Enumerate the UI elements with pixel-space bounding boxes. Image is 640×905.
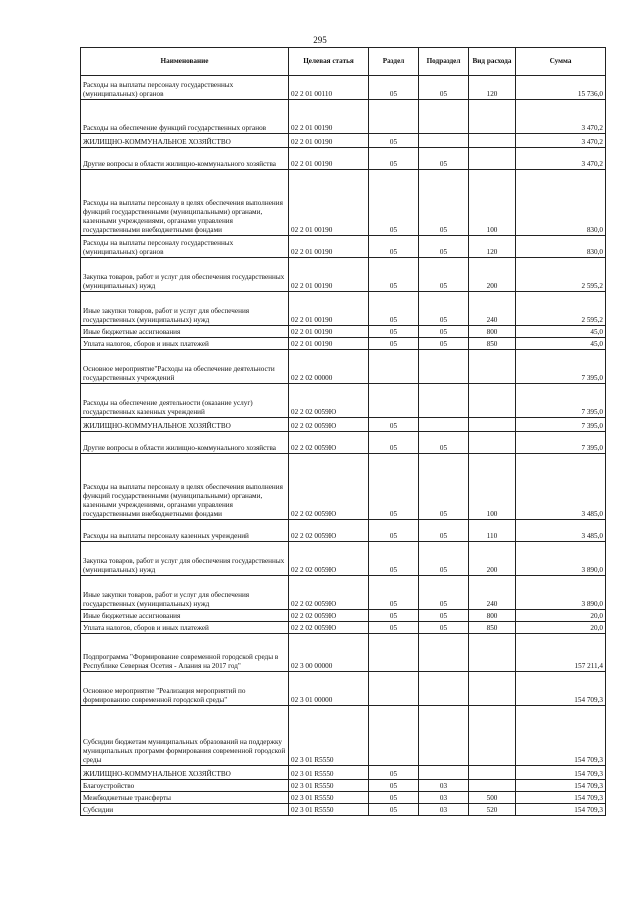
cell-expense-type [469, 418, 516, 432]
cell-name: Иные закупки товаров, работ и услуг для обеспечения государственных (муниципальных) нужд [81, 292, 289, 326]
cell-section [369, 706, 419, 766]
cell-amount: 830,0 [516, 170, 606, 236]
cell-subsection: 05 [419, 432, 469, 454]
cell-section: 05 [369, 780, 419, 792]
cell-amount: 3 890,0 [516, 542, 606, 576]
cell-amount: 7 395,0 [516, 350, 606, 384]
cell-expense-type: 240 [469, 576, 516, 610]
cell-subsection: 03 [419, 792, 469, 804]
cell-name: ЖИЛИЩНО-КОММУНАЛЬНОЕ ХОЗЯЙСТВО [81, 766, 289, 780]
cell-name: Основное мероприятие"Расходы на обеспечение деятельности государственных учреждений [81, 350, 289, 384]
cell-target: 02 2 02 0059Ю [289, 520, 369, 542]
table-row [81, 520, 606, 542]
cell-expense-type [469, 432, 516, 454]
cell-expense-type: 100 [469, 454, 516, 520]
cell-amount: 45,0 [516, 338, 606, 350]
cell-subsection: 05 [419, 326, 469, 338]
cell-subsection [419, 706, 469, 766]
cell-name: Расходы на выплаты персоналу в целях обеспечения выполнения функций государственными (муниципальными) органами, казенными учреждениями, органами управления государственными внебюджетными фондами [81, 454, 289, 520]
cell-target: 02 3 01 00000 [289, 672, 369, 706]
cell-subsection: 05 [419, 542, 469, 576]
cell-name: Благоустройство [81, 780, 289, 792]
cell-target: 02 2 01 00110 [289, 76, 369, 100]
table-row [81, 622, 606, 634]
cell-name: ЖИЛИЩНО-КОММУНАЛЬНОЕ ХОЗЯЙСТВО [81, 418, 289, 432]
table-row [81, 792, 606, 804]
cell-subsection: 05 [419, 576, 469, 610]
cell-expense-type: 240 [469, 292, 516, 326]
cell-section: 05 [369, 432, 419, 454]
cell-section [369, 672, 419, 706]
cell-amount: 154 709,3 [516, 792, 606, 804]
cell-subsection: 05 [419, 148, 469, 170]
cell-name: Субсидии [81, 804, 289, 816]
cell-amount: 3 470,2 [516, 100, 606, 134]
cell-subsection: 05 [419, 610, 469, 622]
cell-amount: 154 709,3 [516, 672, 606, 706]
cell-target: 02 3 01 R5550 [289, 706, 369, 766]
cell-expense-type [469, 766, 516, 780]
cell-expense-type: 120 [469, 236, 516, 258]
cell-section [369, 634, 419, 672]
cell-subsection: 05 [419, 454, 469, 520]
cell-section: 05 [369, 520, 419, 542]
cell-section: 05 [369, 804, 419, 816]
cell-name: Иные бюджетные ассигнования [81, 326, 289, 338]
cell-expense-type: 200 [469, 542, 516, 576]
budget-table [80, 47, 606, 816]
cell-target: 02 3 01 R5550 [289, 804, 369, 816]
cell-expense-type [469, 706, 516, 766]
cell-section: 05 [369, 258, 419, 292]
cell-target: 02 2 02 0059Ю [289, 432, 369, 454]
cell-amount: 154 709,3 [516, 804, 606, 816]
cell-expense-type: 520 [469, 804, 516, 816]
header-amount: Сумма [516, 48, 606, 76]
cell-name: Иные закупки товаров, работ и услуг для обеспечения государственных (муниципальных) нужд [81, 576, 289, 610]
cell-target: 02 2 01 00190 [289, 134, 369, 148]
table-row [81, 134, 606, 148]
cell-subsection: 05 [419, 520, 469, 542]
table-row [81, 76, 606, 100]
cell-subsection: 05 [419, 338, 469, 350]
cell-amount: 20,0 [516, 622, 606, 634]
header-subsection: Подраздел [419, 48, 469, 76]
cell-section: 05 [369, 338, 419, 350]
table-row [81, 706, 606, 766]
cell-expense-type [469, 148, 516, 170]
table-row [81, 292, 606, 326]
cell-target: 02 2 01 00190 [289, 236, 369, 258]
cell-subsection: 03 [419, 780, 469, 792]
cell-expense-type [469, 780, 516, 792]
cell-expense-type [469, 384, 516, 418]
cell-amount: 3 470,2 [516, 148, 606, 170]
cell-expense-type: 850 [469, 338, 516, 350]
cell-subsection: 05 [419, 622, 469, 634]
cell-amount: 3 485,0 [516, 520, 606, 542]
cell-amount: 154 709,3 [516, 706, 606, 766]
cell-expense-type: 500 [469, 792, 516, 804]
cell-section: 05 [369, 134, 419, 148]
cell-amount: 830,0 [516, 236, 606, 258]
cell-amount: 7 395,0 [516, 432, 606, 454]
cell-amount: 15 736,0 [516, 76, 606, 100]
table-row [81, 170, 606, 236]
table-row [81, 542, 606, 576]
cell-expense-type: 800 [469, 610, 516, 622]
cell-target: 02 3 01 R5550 [289, 780, 369, 792]
cell-name: Уплата налогов, сборов и иных платежей [81, 338, 289, 350]
cell-name: Подпрограмма "Формирование современной городской среды в Республике Северная Осетия - Алания на 2017 год" [81, 634, 289, 672]
cell-subsection [419, 350, 469, 384]
cell-target: 02 2 01 00190 [289, 292, 369, 326]
cell-section: 05 [369, 76, 419, 100]
table-row [81, 634, 606, 672]
cell-amount: 7 395,0 [516, 418, 606, 432]
cell-name: Межбюджетные трансферты [81, 792, 289, 804]
cell-name: Расходы на обеспечение функций государственных органов [81, 100, 289, 134]
table-row [81, 236, 606, 258]
cell-name: Закупка товаров, работ и услуг для обеспечения государственных (муниципальных) нужд [81, 542, 289, 576]
table-row [81, 326, 606, 338]
header-expense-type: Вид расхода [469, 48, 516, 76]
cell-amount: 2 595,2 [516, 258, 606, 292]
cell-target: 02 2 02 0059Ю [289, 384, 369, 418]
cell-target: 02 2 02 0059Ю [289, 542, 369, 576]
cell-target: 02 2 01 00190 [289, 258, 369, 292]
cell-amount: 20,0 [516, 610, 606, 622]
table-row [81, 432, 606, 454]
cell-target: 02 2 02 0059Ю [289, 454, 369, 520]
cell-subsection [419, 100, 469, 134]
cell-section: 05 [369, 622, 419, 634]
cell-expense-type [469, 350, 516, 384]
cell-section [369, 384, 419, 418]
cell-section: 05 [369, 542, 419, 576]
cell-section: 05 [369, 148, 419, 170]
cell-target: 02 2 02 0059Ю [289, 610, 369, 622]
cell-name: Иные бюджетные ассигнования [81, 610, 289, 622]
cell-name: Субсидии бюджетам муниципальных образований на поддержку муниципальных программ формирования современной городской среды [81, 706, 289, 766]
cell-expense-type [469, 672, 516, 706]
cell-subsection [419, 634, 469, 672]
cell-name: Уплата налогов, сборов и иных платежей [81, 622, 289, 634]
table-row [81, 418, 606, 432]
cell-expense-type: 100 [469, 170, 516, 236]
cell-section: 05 [369, 418, 419, 432]
cell-name: Закупка товаров, работ и услуг для обеспечения государственных (муниципальных) нужд [81, 258, 289, 292]
cell-name: Другие вопросы в области жилищно-коммунального хозяйства [81, 148, 289, 170]
cell-target: 02 3 00 00000 [289, 634, 369, 672]
cell-subsection [419, 672, 469, 706]
cell-subsection: 05 [419, 76, 469, 100]
header-name: Наименование [81, 48, 289, 76]
cell-target: 02 2 01 00190 [289, 148, 369, 170]
table-row [81, 766, 606, 780]
table-row [81, 454, 606, 520]
cell-section [369, 350, 419, 384]
cell-target: 02 2 01 00190 [289, 100, 369, 134]
cell-target: 02 2 01 00190 [289, 338, 369, 350]
cell-section: 05 [369, 610, 419, 622]
cell-name: Расходы на обеспечение деятельности (оказание услуг) государственных казенных учреждений [81, 384, 289, 418]
cell-subsection [419, 134, 469, 148]
cell-target: 02 2 02 0059Ю [289, 418, 369, 432]
page-number: 295 [313, 35, 327, 45]
cell-target: 02 2 02 0059Ю [289, 622, 369, 634]
table-row [81, 576, 606, 610]
cell-section: 05 [369, 292, 419, 326]
cell-name: ЖИЛИЩНО-КОММУНАЛЬНОЕ ХОЗЯЙСТВО [81, 134, 289, 148]
cell-expense-type: 110 [469, 520, 516, 542]
cell-subsection [419, 384, 469, 418]
cell-target: 02 3 01 R5550 [289, 766, 369, 780]
cell-target: 02 2 01 00190 [289, 170, 369, 236]
cell-section: 05 [369, 170, 419, 236]
table-row [81, 338, 606, 350]
cell-name: Другие вопросы в области жилищно-коммунального хозяйства [81, 432, 289, 454]
cell-amount: 157 211,4 [516, 634, 606, 672]
table-body [81, 76, 606, 816]
cell-subsection: 05 [419, 292, 469, 326]
cell-section: 05 [369, 792, 419, 804]
cell-section: 05 [369, 236, 419, 258]
cell-section [369, 100, 419, 134]
cell-expense-type: 120 [469, 76, 516, 100]
cell-amount: 3 890,0 [516, 576, 606, 610]
table-row [81, 258, 606, 292]
table-row [81, 780, 606, 792]
cell-subsection: 03 [419, 804, 469, 816]
cell-section: 05 [369, 326, 419, 338]
cell-name: Расходы на выплаты персоналу государственных (муниципальных) органов [81, 236, 289, 258]
cell-name: Основное мероприятие "Реализация мероприятий по формированию современной городской среды" [81, 672, 289, 706]
table-row [81, 804, 606, 816]
cell-subsection [419, 766, 469, 780]
header-target: Целевая статья [289, 48, 369, 76]
header-section: Раздел [369, 48, 419, 76]
cell-subsection: 05 [419, 258, 469, 292]
cell-target: 02 2 01 00190 [289, 326, 369, 338]
cell-amount: 154 709,3 [516, 780, 606, 792]
cell-amount: 154 709,3 [516, 766, 606, 780]
cell-target: 02 2 02 00000 [289, 350, 369, 384]
cell-subsection: 05 [419, 170, 469, 236]
cell-amount: 7 395,0 [516, 384, 606, 418]
cell-section: 05 [369, 766, 419, 780]
table-row [81, 148, 606, 170]
table-row [81, 384, 606, 418]
cell-subsection: 05 [419, 236, 469, 258]
cell-name: Расходы на выплаты персоналу в целях обеспечения выполнения функций государственными (муниципальными) органами, казенными учреждениями, органами управления государственными внебюджетными фондами [81, 170, 289, 236]
cell-expense-type: 200 [469, 258, 516, 292]
cell-amount: 3 485,0 [516, 454, 606, 520]
cell-expense-type [469, 100, 516, 134]
cell-expense-type [469, 634, 516, 672]
cell-amount: 45,0 [516, 326, 606, 338]
cell-target: 02 2 02 0059Ю [289, 576, 369, 610]
cell-name: Расходы на выплаты персоналу казенных учреждений [81, 520, 289, 542]
cell-section: 05 [369, 576, 419, 610]
table-header-row [81, 48, 606, 76]
cell-amount: 2 595,2 [516, 292, 606, 326]
cell-expense-type [469, 134, 516, 148]
cell-expense-type: 800 [469, 326, 516, 338]
table-row [81, 672, 606, 706]
cell-target: 02 3 01 R5550 [289, 792, 369, 804]
table-row [81, 100, 606, 134]
table-row [81, 350, 606, 384]
cell-name: Расходы на выплаты персоналу государственных (муниципальных) органов [81, 76, 289, 100]
cell-amount: 3 470,2 [516, 134, 606, 148]
cell-expense-type: 850 [469, 622, 516, 634]
cell-section: 05 [369, 454, 419, 520]
table-row [81, 610, 606, 622]
cell-subsection [419, 418, 469, 432]
